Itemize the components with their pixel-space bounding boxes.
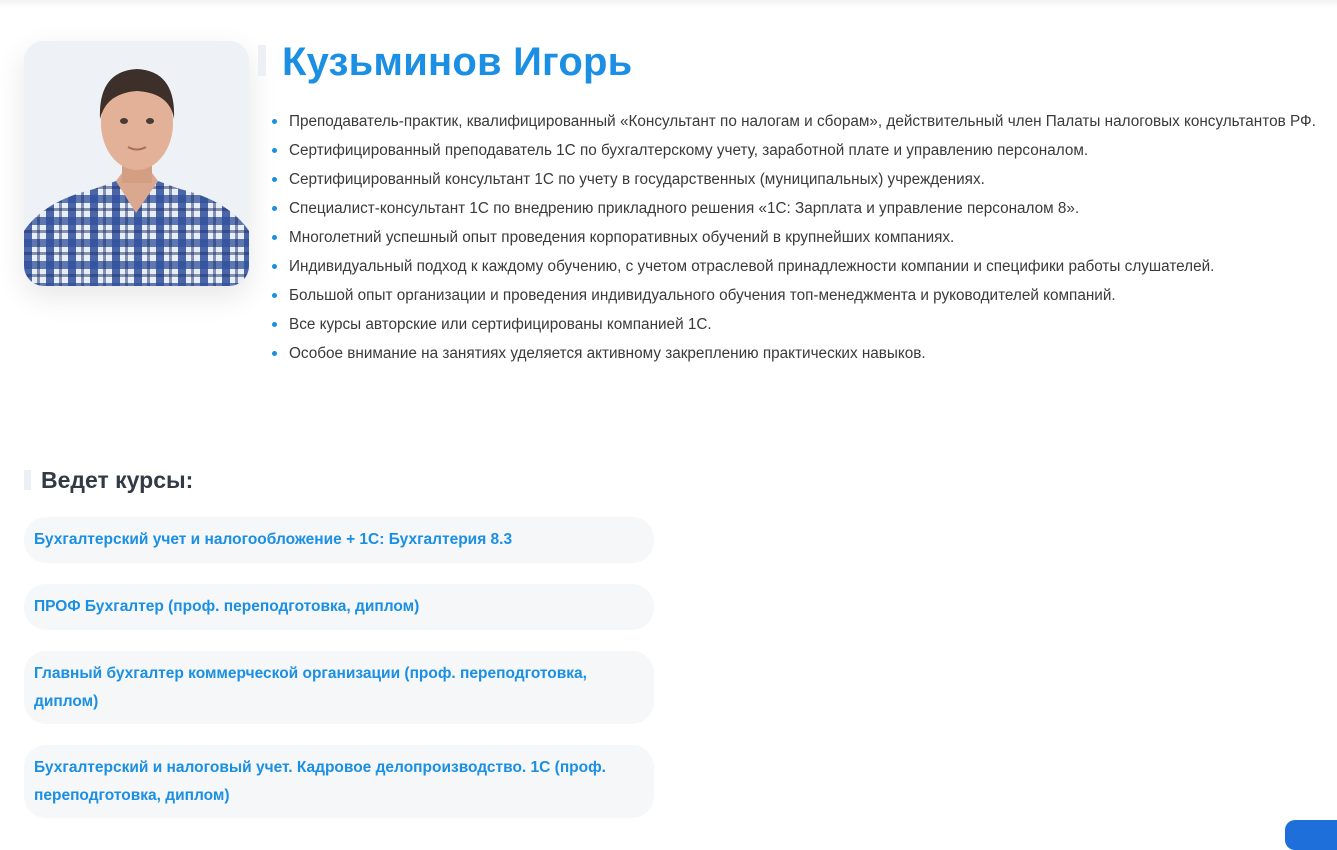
- teacher-name: Кузьминов Игорь: [282, 40, 633, 84]
- course-link[interactable]: ПРОФ Бухгалтер (проф. переподготовка, диплом): [24, 584, 654, 630]
- header-shadow: [0, 0, 1337, 8]
- bio-item: Все курсы авторские или сертифицированы компанией 1С.: [270, 310, 1330, 339]
- name-accent-bar: [258, 45, 266, 76]
- teacher-bio-list: [270, 107, 1330, 368]
- bio-item: Сертифицированный консультант 1С по учету в государственных (муниципальных) учреждениях.: [270, 165, 1330, 194]
- courses-accent-bar: [24, 470, 31, 490]
- teacher-photo: [24, 41, 249, 286]
- course-link[interactable]: Бухгалтерский учет и налогообложение + 1С: Бухгалтерия 8.3: [24, 517, 654, 563]
- bio-item: Сертифицированный преподаватель 1С по бухгалтерскому учету, заработной плате и управлению персоналом.: [270, 136, 1330, 165]
- floating-action-button[interactable]: [1285, 820, 1337, 850]
- course-link[interactable]: Бухгалтерский и налоговый учет. Кадровое делопроизводство. 1С (проф. переподготовка, диплом): [24, 745, 654, 818]
- bio-item: Индивидуальный подход к каждому обучению, с учетом отраслевой принадлежности компании и специфики работы слушателей.: [270, 252, 1330, 281]
- bio-item: Многолетний успешный опыт проведения корпоративных обучений в крупнейших компаниях.: [270, 223, 1330, 252]
- course-link[interactable]: Главный бухгалтер коммерческой организации (проф. переподготовка, диплом): [24, 651, 654, 724]
- bio-item: Большой опыт организации и проведения индивидуального обучения топ-менеджмента и руководителей компаний.: [270, 281, 1330, 310]
- courses-heading: Ведет курсы:: [41, 467, 194, 493]
- bio-item: Особое внимание на занятиях уделяется активному закреплению практических навыков.: [270, 339, 1330, 368]
- bio-item: Специалист-консультант 1С по внедрению прикладного решения «1С: Зарплата и управление персоналом 8».: [270, 194, 1330, 223]
- bio-item: Преподаватель-практик, квалифицированный «Консультант по налогам и сборам», действительный член Палаты налоговых консультантов РФ.: [270, 107, 1330, 136]
